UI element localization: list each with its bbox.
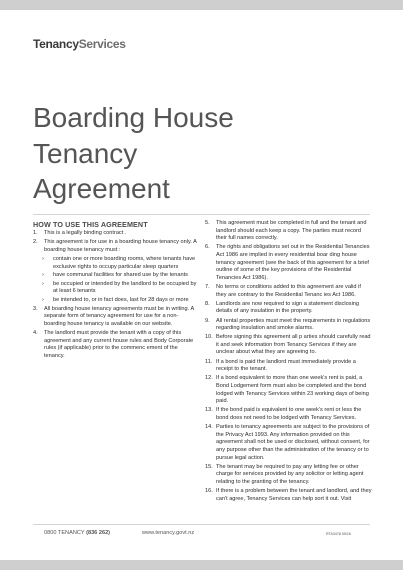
- chevron-right-icon: ›: [42, 272, 44, 279]
- item-text: The tenant may be required to pay any letting fee or other charge for services provided by any solicitor or letting agent relating to the granting of the tenancy.: [216, 463, 364, 485]
- item-number: 16.: [205, 488, 213, 495]
- item-number: 9.: [205, 317, 210, 324]
- item-text: The landlord must provide the tenant with a copy of this agreement and any current house rules and Body Corporate rules (if applicable) prior to the commenc ement of the tenancy.: [44, 329, 194, 359]
- list-item: [33, 230, 199, 238]
- item-number: 4.: [33, 329, 38, 336]
- left-column: [33, 220, 199, 362]
- item-number: 6.: [205, 244, 210, 251]
- item-number: 14.: [205, 424, 213, 431]
- list-item: [205, 220, 373, 243]
- item-number: 12.: [205, 375, 213, 382]
- sub-bullet: [33, 272, 199, 280]
- list-item: [205, 359, 373, 374]
- phone-number: (836 262): [86, 530, 111, 536]
- item-text: If there is a problem between the tenant and landlord, and they can't agree, Tenancy Services can help sort it out. Visit: [216, 488, 372, 502]
- item-text: If the bond paid is equivalent to one week's rent or less the bond does not need to be lodged with Tenancy Services.: [216, 407, 362, 421]
- list-item: [33, 330, 199, 360]
- chevron-right-icon: ›: [42, 280, 44, 287]
- item-text: Before signing this agreement all p arties should carefully read it and seek information from Tenancy Services if they are unclear about what they are agreeing to.: [216, 334, 371, 356]
- item-text: This agreement is for use in a boarding house tenancy only. A boarding house tenancy must :: [44, 239, 197, 253]
- bullet-text: be occupied or intended by the landlord to be occupied by at least 6 tenants: [53, 280, 197, 295]
- chevron-right-icon: ›: [42, 296, 44, 303]
- phone-label: 0800 TENANCY: [44, 530, 85, 536]
- item-text: Landlords are now required to sign a statement disclosing details of any insulation in the property.: [216, 300, 360, 315]
- item-text: No terms or conditions added to this agreement are valid if they are contrary to the Residential Tenanc ies Act 1986.: [216, 283, 361, 298]
- item-text: All boarding house tenancy agreements must be in writing. A separate form of tenancy agreement for use for a non-boarding house tenancy is available on our website.: [44, 305, 194, 327]
- title-line-1: Boarding House: [33, 102, 234, 133]
- list-item: [33, 239, 199, 254]
- list-item: [205, 424, 373, 462]
- list-item: [205, 284, 373, 299]
- bullet-text: contain one or more boarding rooms, where tenants have exclusive rights to occupy particular sleep quarters: [53, 255, 196, 270]
- footer-website-link[interactable]: www.tenancy.govt.nz: [142, 530, 195, 536]
- list-item: [205, 334, 373, 357]
- item-text: All rental properties must meet the requirements in regulations regarding insulation and smoke alarms.: [216, 317, 371, 332]
- form-code: RTA3478 09/16: [326, 532, 351, 536]
- bullet-text: be intended to, or in fact does, last for 28 days or more: [53, 296, 189, 303]
- item-text: If a bond is paid the landlord must immediately provide a receipt to the tenant.: [216, 358, 356, 373]
- footer-divider: [33, 524, 370, 525]
- list-item: [205, 301, 373, 316]
- list-item: [205, 488, 373, 503]
- tenancy-services-logo: [33, 37, 126, 51]
- sub-bullet: [33, 256, 199, 271]
- item-text: The rights and obligations set out in the Residential Tenancies Act 1986 are implied in every residential boar ding house tenancy agreement (see the back of this agreement for a brief outline of some of the key provisions of the Residential Tenancies Act 1986).: [216, 244, 370, 281]
- sub-bullet: [33, 297, 199, 305]
- list-item: [205, 464, 373, 487]
- item-number: 7.: [205, 283, 210, 290]
- list-item: [205, 318, 373, 333]
- item-number: 2.: [33, 239, 38, 246]
- sub-bullet: [33, 281, 199, 296]
- title-line-2: Tenancy: [33, 137, 138, 169]
- page-title: [33, 100, 234, 207]
- item-text: Parties to tenancy agreements are subject to the provisions of the Privacy Act 1993. Any information provided on this agreement shall not be used or disclosed, without consent, for any purpose other than the administration of the tenancy or to pursue legal action.: [216, 424, 370, 461]
- item-text: If a bond equivalent to more than one week's rent is paid, a Bond Lodgement form must also be completed and the bond lodged with Tenancy Services within 23 working days of being paid.: [216, 375, 369, 405]
- footer-phone[interactable]: [44, 530, 110, 536]
- item-number: 5.: [205, 220, 210, 226]
- list-item: [205, 244, 373, 282]
- item-number: 11.: [205, 358, 213, 365]
- item-text: This is a legally binding contract .: [44, 230, 127, 236]
- list-item: [205, 375, 373, 405]
- chevron-right-icon: ›: [42, 255, 44, 262]
- logo-part-1: Tenancy: [33, 37, 79, 51]
- section-heading: HOW TO USE THIS AGREEMENT: [33, 220, 148, 229]
- list-item: [205, 407, 373, 422]
- title-line-3: Agreement: [33, 173, 170, 204]
- item-number: 3.: [33, 305, 38, 312]
- item-number: 15.: [205, 463, 213, 470]
- item-number: 8.: [205, 300, 210, 307]
- item-number: 1.: [33, 230, 38, 236]
- logo-part-2: Services: [78, 37, 126, 51]
- item-text: This agreement must be completed in full and the tenant and landlord should each keep a copy. The parties must record their full names correctly.: [216, 220, 367, 242]
- top-bar: [0, 0, 403, 10]
- bottom-bar: [0, 560, 403, 570]
- divider: [33, 214, 370, 215]
- right-column: [205, 220, 373, 505]
- item-number: 13.: [205, 407, 213, 414]
- list-item: [33, 306, 199, 329]
- item-number: 10.: [205, 334, 213, 341]
- bullet-text: have communal facilities for shared use by the tenants: [53, 272, 188, 279]
